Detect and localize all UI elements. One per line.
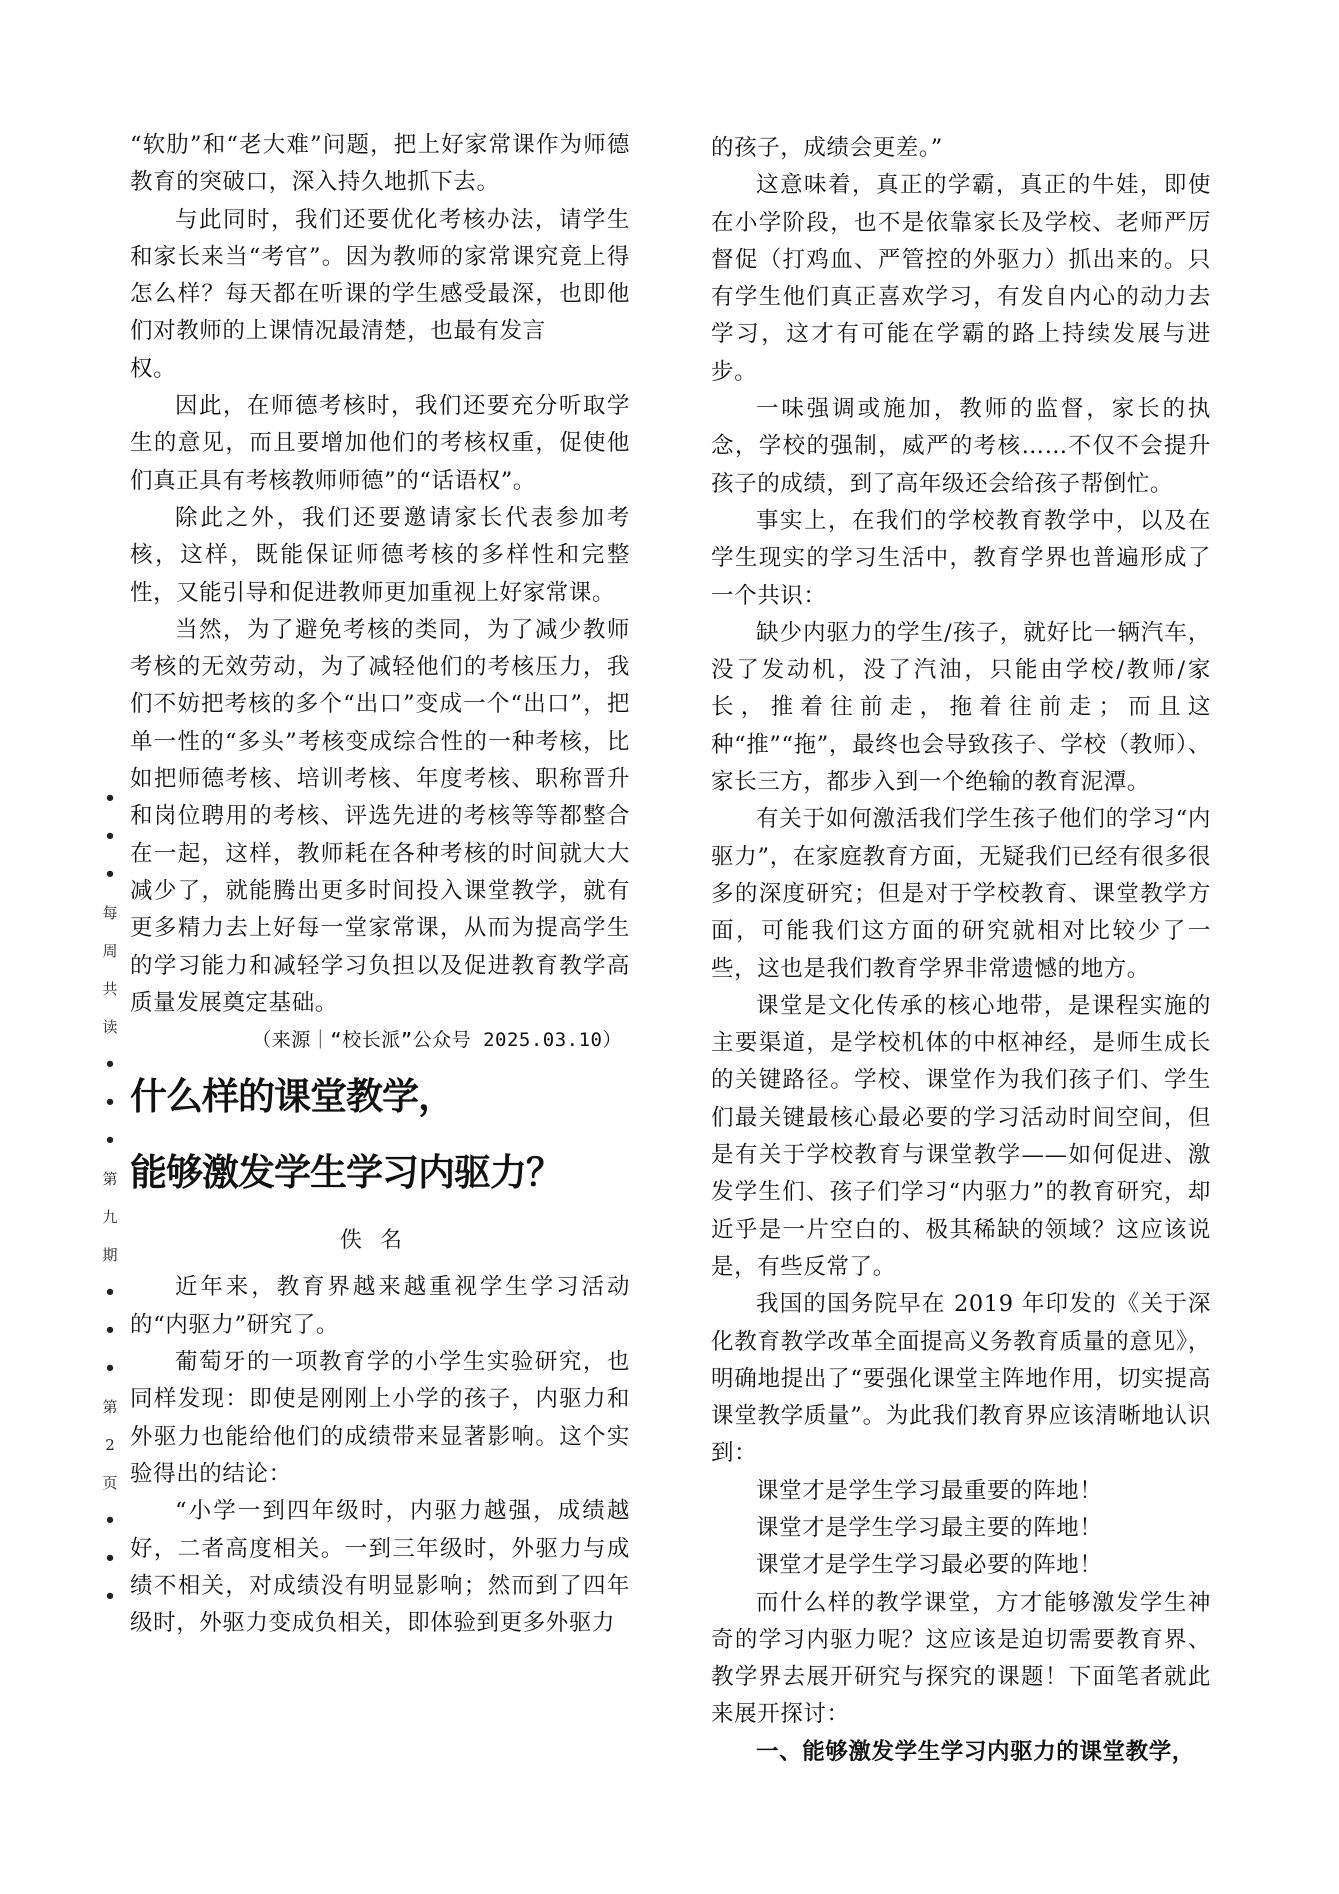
paragraph: 事实上，在我们的学校教育教学中，以及在学生现实的学习生活中，教育学界也普遍形成了一个共识： [711, 507, 1211, 609]
rail-char: 2 [105, 1436, 115, 1454]
rail-char: • [104, 1548, 116, 1569]
rail-char: • [104, 1092, 116, 1113]
paragraph: 的孩子，成绩会更差。” [711, 135, 943, 161]
side-margin-label [96, 780, 124, 1616]
rail-char: 周 [102, 942, 118, 960]
rail-char: 第 [102, 1398, 118, 1416]
article-title-line-2: 能够激发学生学习内驱力？ [130, 1151, 562, 1195]
paragraph: 我国的国务院早在 2019 年印发的《关于深化教育教学改革全面提高义务教育质量的意见》，明确地提出了“要强化课堂主阵地作用，切实提高课堂教学质量”。为此我们教育界应该清晰地认识到： [711, 1291, 1211, 1467]
rail-char: 每 [102, 904, 118, 922]
paragraph: “软肋”和“老大难”问题，把上好家常课作为师德教育的突破口，深入持久地抓下去。 [130, 132, 630, 196]
paragraph: 近年来，教育界越来越重视学生学习活动的“内驱力”研究了。 [130, 1274, 630, 1338]
rail-char: • [104, 864, 116, 885]
left-column [130, 127, 630, 1642]
rail-char: • [104, 1130, 116, 1151]
rail-char: 九 [102, 1208, 118, 1226]
rail-char: 页 [102, 1474, 118, 1492]
rail-char: 共 [102, 980, 118, 998]
rail-char: • [104, 1320, 116, 1341]
paragraph: 葡萄牙的一项教育学的小学生实验研究，也同样发现：即使是刚刚上小学的孩子，内驱力和外驱力也能给他们的成绩带来显著影响。这个实验得出的结论： [130, 1349, 630, 1487]
paragraph: 当然，为了避免考核的类同，为了减少教师考核的无效劳动，为了减轻他们的考核压力，我们不妨把考核的多个“出口”变成一个“出口”，把单一性的“多头”考核变成综合性的一种考核，比如把师德考核、培训考核、年度考核、职称晋升和岗位聘用的考核、评选先进的考核等等都整合在一起，这样，教师耗在各种考核的时间就大大减少了，就能腾出更多时间投入课堂教学，就有更多精力去上好每一堂家常课，从而为提高学生的学习能力和减轻学习负担以及促进教育教学高质量发展奠定基础。 [130, 616, 630, 1016]
section-heading: 一、能够激发学生学习内驱力的课堂教学， [756, 1738, 1195, 1765]
rail-char: 读 [102, 1018, 118, 1036]
rail-char: • [104, 1282, 116, 1303]
paragraph: 除此之外，我们还要邀请家长代表参加考核，这样，既能保证师德考核的多样性和完整性，又能引导和促进教师更加重视上好家常课。 [130, 504, 630, 606]
rail-char: • [104, 788, 116, 809]
paragraph: 因此，在师德考核时，我们还要充分听取学生的意见，而且要增加他们的考核权重，促使他们真正具有考核教师师德”的“话语权”。 [130, 393, 630, 494]
paragraph: 缺少内驱力的学生/孩子，就好比一辆汽车，没了发动机，没了汽油，只能由学校/教师/家长，推着往前走，拖着往前走；而且这种“推”“拖”，最终也会导致孩子、学校（教师）、家长三方，都步入到一个绝输的教育泥潭。 [711, 619, 1211, 796]
author-name: 佚名 [339, 1228, 420, 1254]
emphasis-line: 课堂才是学生学习最重要的阵地！ [756, 1477, 1103, 1504]
paragraph: 课堂是文化传承的核心地带，是课程实施的主要渠道，是学校机体的中枢神经，是师生成长的关键路径。学校、课堂作为我们孩子们、学生们最关键最核心最必要的学习活动时间空间，但是有关于学校教育与课堂教学——如何促进、激发学生们、孩子们学习“内驱力”的教育研究，却近乎是一片空白的、极其稀缺的领域？这应该说是，有些反常了。 [711, 992, 1211, 1280]
rail-char: • [104, 1586, 116, 1607]
rail-char: • [104, 1054, 116, 1075]
right-column [711, 130, 1211, 1771]
paragraph: 这意味着，真正的学霸，真正的牛娃，即使在小学阶段，也不是依靠家长及学校、老师严厉督促（打鸡血、严管控的外驱力）抓出来的。只有学生他们真正喜欢学习，有发自内心的动力去学习，这才有可能在学霸的路上持续发展与进步。 [711, 172, 1211, 385]
paragraph: 一味强调或施加，教师的监督，家长的执念，学校的强制，威严的考核……不仅不会提升孩子的成绩，到了高年级还会给孩子帮倒忙。 [711, 396, 1211, 497]
rail-char: • [104, 1358, 116, 1379]
paragraph: 有关于如何激活我们学生孩子他们的学习“内驱力”，在家庭教育方面，无疑我们已经有很多很多的深度研究；但是对于学校教育、课堂教学方面，可能我们这方面的研究就相对比较少了一些，这也是我们教育学界非常遗憾的地方。 [711, 806, 1211, 982]
paragraph: 与此同时，我们还要优化考核办法，请学生和家长来当“考官”。因为教师的家常课究竟上得怎么样？每天都在听课的学生感受最深，也即他们对教师的上课情况最清楚，也最有发言 [130, 206, 630, 345]
paragraph: 而什么样的教学课堂，方才能够激发学生神奇的学习内驱力呢？这应该是迫切需要教育界、教学界去展开研究与探究的课题！下面笔者就此来展开探讨： [711, 1589, 1211, 1728]
article-title-line-1: 什么样的课堂教学， [130, 1075, 454, 1119]
rail-char: 期 [102, 1246, 118, 1264]
emphasis-line: 课堂才是学生学习最必要的阵地！ [756, 1552, 1103, 1579]
source-citation: （来源｜“校长派”公众号 2025.03.10） [252, 1029, 622, 1052]
paragraph: 权。 [130, 355, 177, 382]
paragraph: “小学一到四年级时，内驱力越强，成绩越好，二者高度相关。一到三年级时，外驱力与成绩不相关，对成绩没有明显影响；然而到了四年级时，外驱力变成负相关，即体验到更多外驱力 [130, 1498, 630, 1637]
rail-char: 第 [102, 1170, 118, 1188]
rail-char: • [104, 1510, 116, 1531]
rail-char: • [104, 826, 116, 847]
emphasis-line: 课堂才是学生学习最主要的阵地！ [756, 1514, 1103, 1541]
